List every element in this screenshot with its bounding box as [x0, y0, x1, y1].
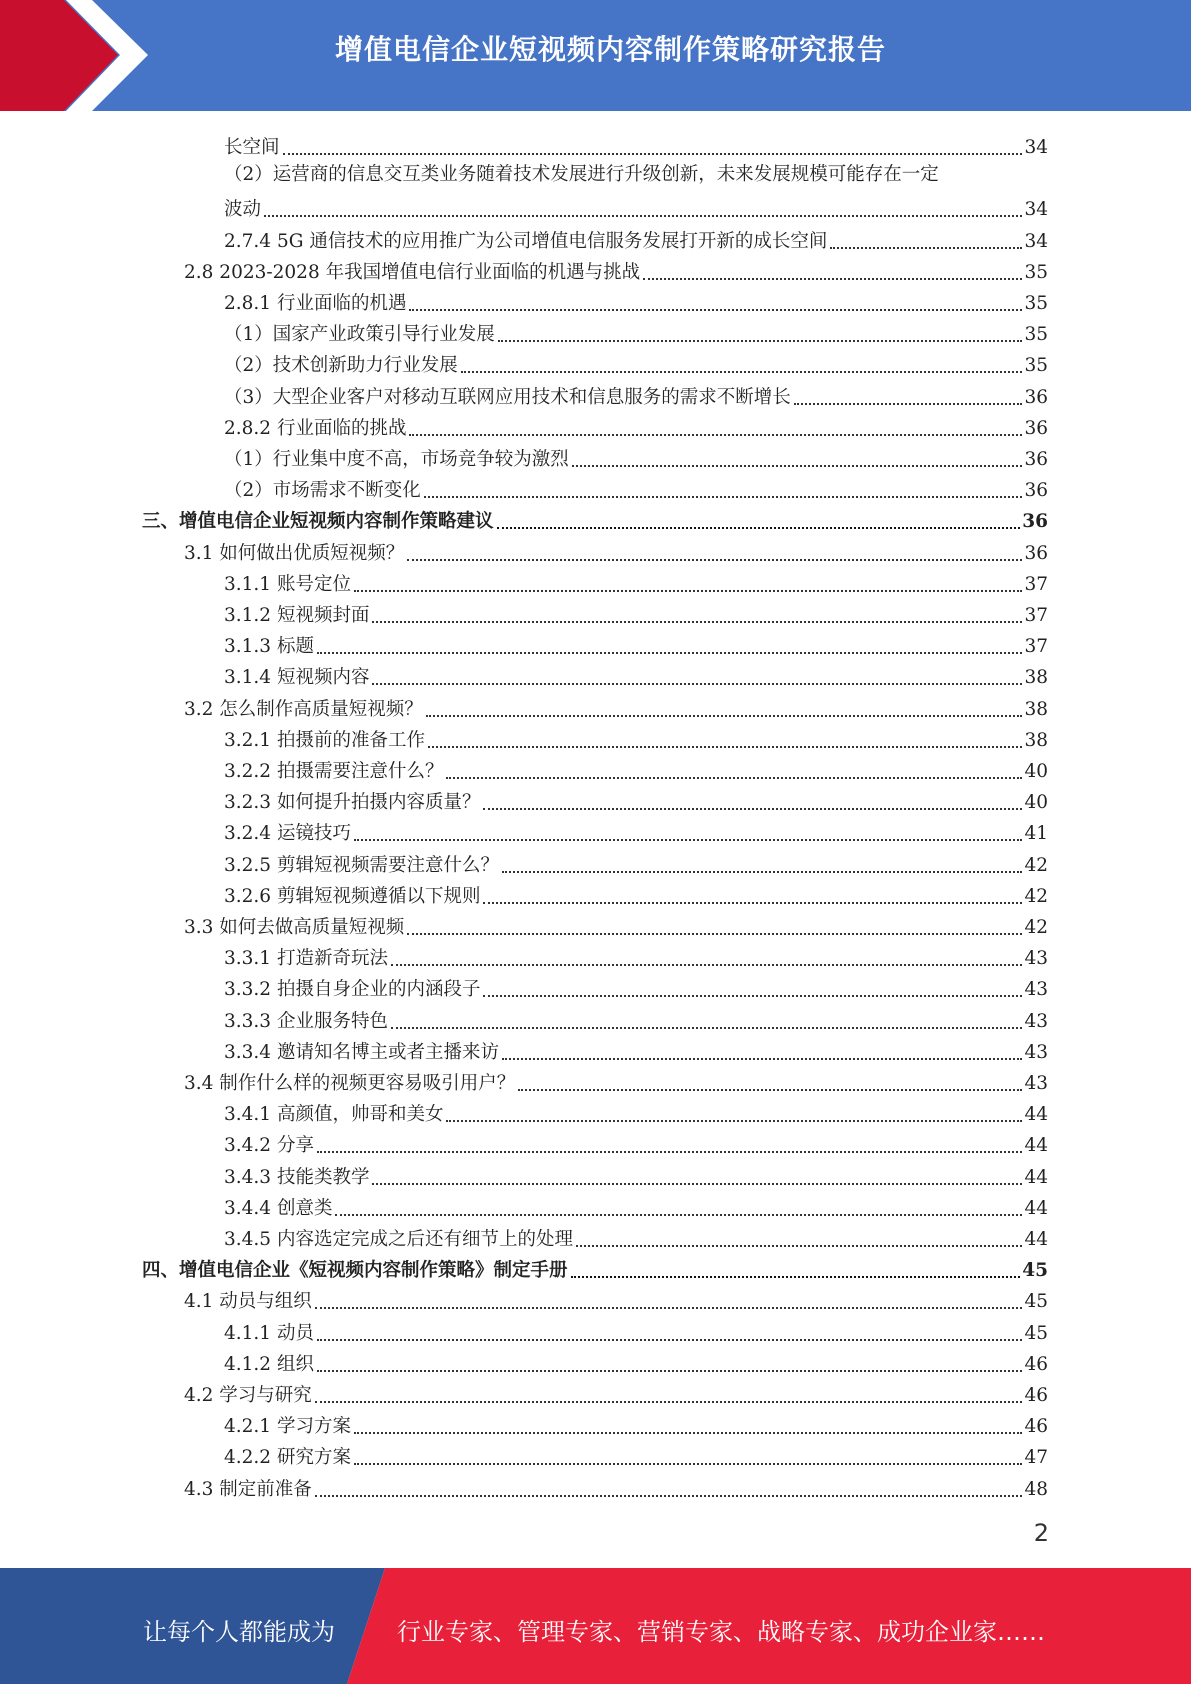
toc-entry-page: 35 — [1024, 261, 1048, 283]
toc-entry[interactable] — [224, 658, 1048, 689]
toc-entry-label: 3.2.5 剪辑短视频需要注意什么？ — [224, 854, 499, 876]
toc-entry[interactable] — [224, 752, 1048, 783]
toc-entry[interactable] — [142, 1251, 1048, 1282]
toc-entry-label: 3.1 如何做出优质短视频？ — [184, 542, 405, 564]
toc-entry-wrapped-line: （2）运营商的信息交互类业务随着技术发展进行升级创新，未来发展规模可能存在一定 — [224, 164, 939, 186]
toc-dot-leader — [830, 246, 1022, 249]
toc-dot-leader — [518, 1088, 1022, 1091]
toc-entry[interactable] — [224, 939, 1048, 970]
toc-entry-label: （1）行业集中度不高，市场竞争较为激烈 — [224, 449, 569, 470]
toc-entry[interactable] — [224, 565, 1048, 596]
toc-entry-page: 47 — [1024, 1447, 1048, 1469]
toc-entry[interactable] — [224, 471, 1048, 502]
toc-entry-page: 37 — [1024, 605, 1048, 626]
toc-entry-label: 3.3 如何去做高质量短视频 — [184, 917, 405, 938]
toc-entry-page: 38 — [1024, 729, 1048, 751]
toc-entry-label: 3.4.5 内容选定完成之后还有细节上的处理 — [224, 1229, 573, 1250]
toc-entry-label: 3.2 怎么制作高质量短视频？ — [184, 698, 423, 720]
toc-entry-page: 37 — [1024, 573, 1048, 595]
toc-entry-label: 3.4.1 高颜值，帅哥和美女 — [224, 1104, 444, 1126]
toc-entry[interactable] — [184, 1064, 1048, 1095]
toc-entry[interactable] — [224, 190, 1048, 221]
toc-dot-leader — [372, 682, 1022, 685]
toc-dot-leader — [315, 1400, 1023, 1403]
toc-entry-page: 37 — [1024, 636, 1048, 658]
toc-entry-label: 四、增值电信企业《短视频内容制作策略》制定手册 — [142, 1260, 568, 1282]
toc-entry-label: 4.1.2 组织 — [224, 1353, 314, 1375]
toc-dot-leader — [317, 1150, 1023, 1153]
toc-entry-page: 36 — [1024, 542, 1048, 564]
toc-entry[interactable] — [184, 690, 1048, 721]
toc-entry[interactable] — [224, 128, 1048, 159]
toc-entry[interactable] — [184, 1282, 1048, 1313]
toc-dot-leader — [283, 152, 1023, 155]
toc-entry-label: 3.4 制作什么样的视频更容易吸引用户？ — [184, 1073, 516, 1094]
toc-entry[interactable] — [184, 253, 1048, 284]
toc-entry-label: 4.1 动员与组织 — [184, 1291, 312, 1313]
toc-dot-leader — [502, 870, 1022, 873]
toc-dot-leader — [409, 433, 1022, 436]
toc-dot-leader — [317, 1338, 1023, 1341]
toc-entry-label: 3.2.4 运镜技巧 — [224, 823, 351, 845]
toc-entry-page: 40 — [1024, 792, 1048, 814]
toc-dot-leader — [426, 714, 1023, 717]
toc-entry-label: 长空间 — [224, 137, 280, 158]
toc-entry-page: 36 — [1024, 386, 1048, 408]
toc-entry-page: 38 — [1024, 698, 1048, 720]
toc-entry-page: 46 — [1024, 1353, 1048, 1375]
toc-dot-leader — [446, 1119, 1022, 1122]
toc-entry-label: 3.3.3 企业服务特色 — [224, 1010, 388, 1032]
toc-entry-label: 3.4.2 分享 — [224, 1135, 314, 1157]
toc-entry[interactable] — [224, 1126, 1048, 1157]
toc-dot-leader — [264, 214, 1022, 217]
toc-entry-page: 35 — [1024, 293, 1048, 314]
toc-entry-page: 44 — [1024, 1135, 1048, 1157]
toc-entry-label: （1）国家产业政策引导行业发展 — [224, 324, 495, 346]
page-header — [0, 0, 1191, 111]
toc-entry-label: 3.2.3 如何提升拍摄内容质量？ — [224, 792, 481, 814]
toc-entry[interactable] — [224, 1002, 1048, 1033]
page-number: 2 — [1033, 1519, 1049, 1547]
toc-dot-leader — [409, 308, 1022, 311]
toc-dot-leader — [498, 339, 1023, 342]
toc-dot-leader — [794, 402, 1023, 405]
toc-dot-leader — [407, 932, 1022, 935]
toc-entry-label: 3.4.4 创意类 — [224, 1197, 333, 1219]
toc-entry[interactable] — [184, 908, 1048, 939]
toc-entry-page: 44 — [1024, 1229, 1048, 1250]
toc-entry-page: 42 — [1024, 885, 1048, 907]
footer-slogan-left: 让每个人都能成为 — [143, 1618, 335, 1646]
toc-dot-leader — [424, 495, 1023, 498]
toc-entry-label: 4.2 学习与研究 — [184, 1385, 312, 1406]
toc-entry[interactable] — [224, 1407, 1048, 1438]
toc-entry[interactable] — [142, 502, 1048, 533]
toc-entry-label: 3.4.3 技能类教学 — [224, 1166, 370, 1188]
toc-entry[interactable] — [224, 1314, 1048, 1345]
toc-entry-page: 44 — [1024, 1197, 1048, 1219]
toc-entry-page: 36 — [1024, 449, 1048, 470]
toc-entry-page: 44 — [1024, 1166, 1048, 1188]
toc-dot-leader — [571, 1275, 1021, 1278]
footer-slogan-right: 行业专家、管理专家、营销专家、战略专家、成功企业家…… — [397, 1618, 1045, 1646]
toc-entry-page: 44 — [1024, 1104, 1048, 1126]
toc-entry-label: 4.3 制定前准备 — [184, 1478, 312, 1500]
toc-entry-page: 46 — [1024, 1416, 1048, 1438]
toc-entry[interactable] — [224, 877, 1048, 908]
toc-entry[interactable] — [224, 222, 1048, 253]
toc-entry-page: 34 — [1024, 199, 1048, 221]
toc-entry[interactable] — [224, 1189, 1048, 1220]
toc-dot-leader — [317, 651, 1023, 654]
toc-entry[interactable] — [224, 627, 1048, 658]
toc-entry-label: 4.2.1 学习方案 — [224, 1416, 351, 1438]
toc-entry-label: 3.3.1 打造新奇玩法 — [224, 948, 388, 970]
toc-dot-leader — [483, 807, 1022, 810]
toc-dot-leader — [576, 1244, 1022, 1247]
toc-dot-leader — [372, 620, 1022, 623]
toc-dot-leader — [315, 1306, 1023, 1309]
toc-dot-leader — [372, 1182, 1022, 1185]
toc-entry-label: 三、增值电信企业短视频内容制作策略建议 — [142, 511, 494, 533]
toc-dot-leader — [497, 526, 1021, 529]
toc-entry-page: 36 — [1024, 480, 1048, 502]
page-footer — [0, 1568, 1191, 1684]
toc-entry[interactable] — [224, 378, 1048, 409]
toc-entry-page: 43 — [1024, 1010, 1048, 1032]
toc-entry-label: 3.1.2 短视频封面 — [224, 605, 370, 626]
toc-entry-page: 36 — [1024, 417, 1048, 439]
toc-entry[interactable] — [224, 409, 1048, 440]
toc-dot-leader — [354, 1431, 1023, 1434]
toc-entry-label: 3.1.3 标题 — [224, 636, 314, 658]
toc-entry-label: 3.3.2 拍摄自身企业的内涵段子 — [224, 979, 481, 1001]
toc-dot-leader — [461, 370, 1023, 373]
toc-dot-leader — [502, 1057, 1022, 1060]
toc-entry-label: 3.2.6 剪辑短视频遵循以下规则 — [224, 885, 481, 907]
toc-dot-leader — [572, 464, 1023, 467]
toc-entry[interactable] — [184, 1470, 1048, 1501]
toc-entry-label: 波动 — [224, 199, 262, 221]
toc-entry-label: 3.2.2 拍摄需要注意什么？ — [224, 761, 444, 782]
report-title: 增值电信企业短视频内容制作策略研究报告 — [334, 33, 886, 66]
toc-entry-label: 4.1.1 动员 — [224, 1322, 314, 1344]
toc-dot-leader — [643, 277, 1022, 280]
toc-entry-page: 38 — [1024, 667, 1048, 689]
toc-entry[interactable] — [224, 315, 1048, 346]
toc-entry-page: 45 — [1024, 1322, 1048, 1344]
toc-entry[interactable] — [224, 721, 1048, 752]
toc-dot-leader — [407, 558, 1022, 561]
toc-entry-page: 43 — [1024, 948, 1048, 970]
toc-entry-label: 2.8 2023-2028 年我国增值电信行业面临的机遇与挑战 — [184, 261, 641, 283]
toc-entry-label: （2）市场需求不断变化 — [224, 480, 421, 502]
toc-dot-leader — [335, 1213, 1022, 1216]
toc-entry-page: 45 — [1022, 1260, 1048, 1282]
toc-entry-page: 43 — [1024, 1041, 1048, 1063]
toc-entry-label: 2.7.4 5G 通信技术的应用推广为公司增值电信服务发展打开新的成长空间 — [224, 230, 828, 252]
toc-entry-label: 3.3.4 邀请知名博主或者主播来访 — [224, 1041, 499, 1063]
toc-entry-page: 42 — [1024, 917, 1048, 938]
toc-dot-leader — [391, 1026, 1022, 1029]
toc-entry[interactable] — [224, 440, 1048, 471]
toc-dot-leader — [391, 963, 1022, 966]
toc-entry-page: 45 — [1024, 1291, 1048, 1313]
toc-entry-label: 3.2.1 拍摄前的准备工作 — [224, 729, 425, 751]
toc-entry[interactable] — [224, 783, 1048, 814]
toc-entry-label: （3）大型企业客户对移动互联网应用技术和信息服务的需求不断增长 — [224, 386, 791, 408]
toc-entry-page: 43 — [1024, 979, 1048, 1001]
toc-entry[interactable] — [224, 970, 1048, 1001]
toc-entry-label: 4.2.2 研究方案 — [224, 1447, 351, 1469]
toc-entry[interactable] — [224, 1095, 1048, 1126]
toc-entry[interactable] — [224, 596, 1048, 627]
toc-dot-leader — [315, 1494, 1023, 1497]
toc-entry[interactable] — [224, 346, 1048, 377]
toc-entry[interactable] — [224, 846, 1048, 877]
toc-entry[interactable] — [184, 534, 1048, 565]
toc-entry-label: （2）技术创新助力行业发展 — [224, 355, 458, 377]
toc-dot-leader — [354, 838, 1023, 841]
toc-entry-label: 3.1.4 短视频内容 — [224, 667, 370, 689]
toc-entry[interactable] — [224, 1158, 1048, 1189]
toc-entry[interactable] — [224, 1220, 1048, 1251]
toc-dot-leader — [317, 1369, 1023, 1372]
toc-entry-page: 34 — [1024, 230, 1048, 252]
toc-entry-label: 3.1.1 账号定位 — [224, 573, 351, 595]
toc-entry-page: 40 — [1024, 761, 1048, 782]
toc-entry-page: 41 — [1024, 823, 1048, 845]
toc-entry-page: 34 — [1024, 137, 1048, 158]
toc-entry[interactable] — [224, 814, 1048, 845]
toc-entry-label: 2.8.2 行业面临的挑战 — [224, 417, 407, 439]
toc-dot-leader — [483, 994, 1022, 997]
toc-entry-page: 35 — [1024, 355, 1048, 377]
toc-entry[interactable] — [184, 1376, 1048, 1407]
toc-entry-label: 2.8.1 行业面临的机遇 — [224, 293, 407, 314]
toc-entry[interactable] — [224, 1438, 1048, 1469]
toc-dot-leader — [483, 901, 1022, 904]
toc-dot-leader — [446, 776, 1022, 779]
toc-entry-page: 35 — [1024, 324, 1048, 346]
toc-entry-page: 43 — [1024, 1073, 1048, 1094]
toc-dot-leader — [428, 745, 1022, 748]
toc-entry-page: 48 — [1024, 1478, 1048, 1500]
toc-entry-page: 42 — [1024, 854, 1048, 876]
toc-entry[interactable] — [224, 284, 1048, 315]
toc-entry[interactable] — [224, 1033, 1048, 1064]
toc-dot-leader — [354, 589, 1023, 592]
toc-entry[interactable] — [224, 1345, 1048, 1376]
toc-dot-leader — [354, 1462, 1023, 1465]
toc-entry-page: 46 — [1024, 1385, 1048, 1406]
toc-entry-page: 36 — [1022, 511, 1048, 533]
